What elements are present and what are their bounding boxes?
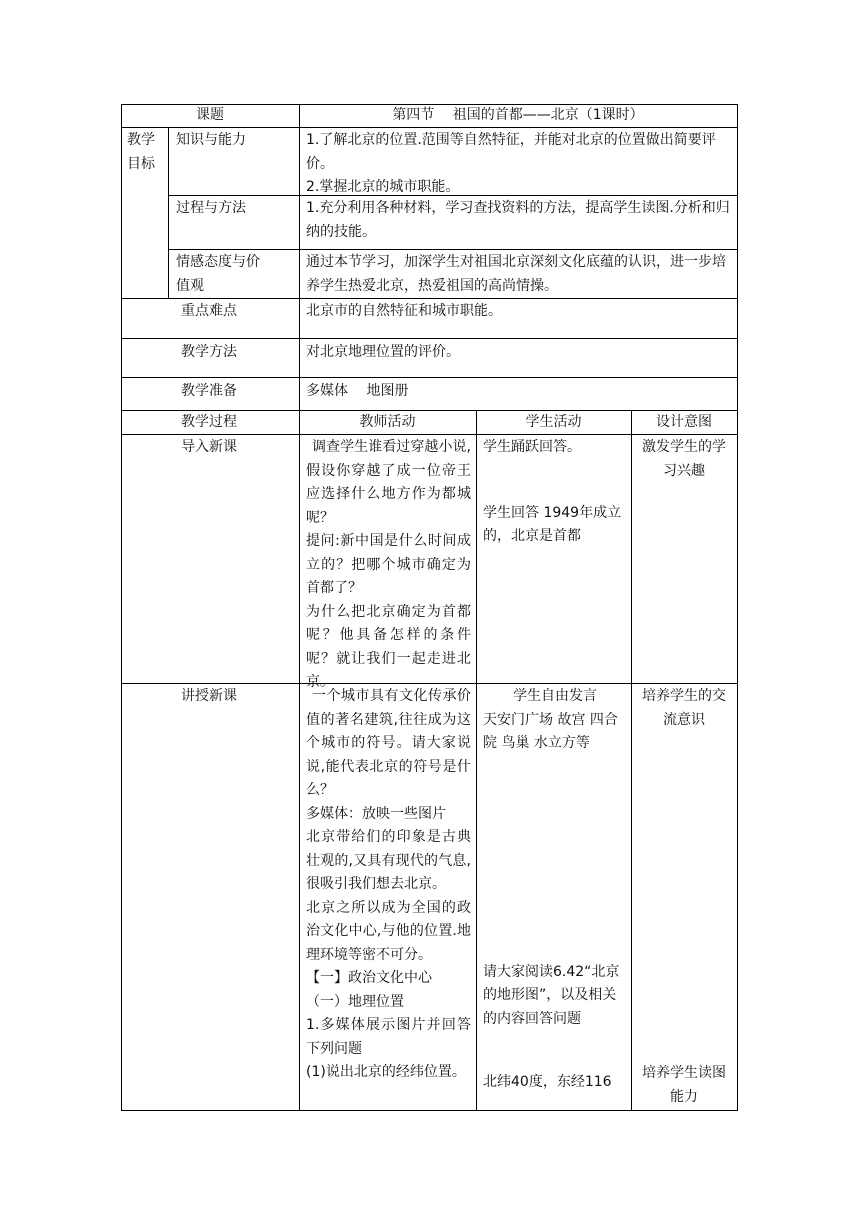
intro-student-activity — [483, 436, 627, 549]
objective-content-knowledge — [306, 129, 732, 200]
intent-paragraph: 培养学生读图能力 — [642, 1065, 726, 1105]
objective-content-process — [306, 197, 732, 244]
teacher-paragraph: 【一】政治文化中心 — [306, 970, 432, 986]
col-divider — [476, 410, 477, 1111]
teacher-paragraph: 北京之所以成为全国的政治文化中心,与他的位置.地理环境等密不可分。 — [306, 899, 471, 963]
table-right-border — [737, 104, 738, 1111]
col-divider — [168, 127, 169, 298]
new-teacher-activity — [306, 685, 471, 1085]
student-paragraph: 学生回答 1949年成立的，北京是首都 — [483, 504, 622, 544]
teacher-paragraph: 1.多媒体展示图片并回答下列问题 — [306, 1017, 471, 1057]
objective-line: 1.充分利用各种材料，学习查找资料的方法，提高学生读图.分析和归纳的技能。 — [306, 200, 730, 240]
objective-line: 2.掌握北京的城市职能。 — [306, 179, 460, 195]
preparation-label: 教学准备 — [181, 383, 237, 399]
student-paragraph: 学生踊跃回答。 — [483, 439, 581, 455]
col-divider — [299, 104, 300, 411]
header-label: 课题 — [196, 107, 224, 123]
process-col-intent: 设计意图 — [656, 414, 712, 430]
objective-line: 通过本节学习，加深学生对祖国北京深刻文化底蕴的认识，进一步培养学生热爱北京，热爱祖国的高尚情操。 — [306, 254, 726, 294]
student-paragraph: 天安门广场 故宫 四合院 鸟巢 水立方等 — [483, 711, 618, 751]
teacher-paragraph: 一个城市具有文化传承价值的著名建筑,往往成为这个城市的符号。请大家说说,能代表北京的符号是什么？ — [306, 688, 471, 798]
col-divider — [631, 410, 632, 1111]
student-paragraph: 北纬40度，东经116 — [483, 1074, 612, 1090]
objectives-label: 教学目标 — [127, 132, 155, 172]
student-paragraph: 请大家阅读6.42“北京的地形图”，以及相关的内容回答问题 — [483, 963, 620, 1027]
new-student-activity — [483, 685, 627, 1095]
intro-intent: 激发学生的学习兴趣 — [642, 439, 726, 479]
objective-content-emotion — [306, 251, 732, 298]
method-value: 对北京地理位置的评价。 — [306, 344, 460, 360]
intent-paragraph: 培养学生的交流意识 — [642, 688, 726, 728]
lesson-title: 第四节 祖国的首都——北京（1课时） — [392, 107, 644, 123]
table-bottom-border — [121, 1110, 738, 1111]
row-divider — [121, 298, 738, 299]
teacher-paragraph: 提问:新中国是什么时间成立的？把哪个城市确定为首都了？ — [306, 533, 471, 596]
preparation-value: 多媒体 地图册 — [306, 383, 409, 399]
objective-line: 1.了解北京的位置.范围等自然特征，并能对北京的位置做出简要评价。 — [306, 132, 716, 172]
teacher-paragraph: 调查学生谁看过穿越小说,假设你穿越了成一位帝王应选择什么地方作为都城呢？ — [306, 439, 471, 526]
row-divider — [168, 249, 738, 250]
objective-name-process: 过程与方法 — [176, 200, 246, 216]
process-col-student: 学生活动 — [525, 414, 582, 430]
col-divider — [299, 410, 300, 1111]
objective-name-emotion: 情感态度与价值观 — [176, 254, 260, 294]
row-divider — [121, 338, 738, 339]
key-points-value: 北京市的自然特征和城市职能。 — [306, 303, 502, 319]
intro-stage-label: 导入新课 — [181, 439, 237, 455]
teacher-paragraph: 为什么把北京确定为首都呢？他具备怎样的条件呢？就让我们一起走进北京。 — [306, 603, 471, 690]
process-col-teacher: 教师活动 — [359, 414, 416, 430]
method-label: 教学方法 — [181, 344, 237, 360]
row-divider — [121, 377, 738, 378]
intro-teacher-activity — [306, 436, 471, 695]
key-points-label: 重点难点 — [181, 303, 237, 319]
teacher-paragraph: 多媒体：放映一些图片 — [306, 805, 446, 822]
objective-name-knowledge: 知识与能力 — [176, 132, 246, 148]
teacher-paragraph: (1)说出北京的经纬位置。 — [306, 1064, 466, 1080]
new-stage-label: 讲授新课 — [181, 688, 237, 704]
teacher-paragraph: （一）地理位置 — [306, 993, 404, 1010]
table-left-border — [121, 104, 122, 1111]
teacher-paragraph: 北京带给们的印象是古典壮观的,又具有现代的气息,很吸引我们想去北京。 — [306, 829, 471, 892]
student-paragraph: 学生自由发言 — [513, 688, 597, 704]
new-intent — [641, 685, 727, 1109]
process-col-stage: 教学过程 — [181, 414, 237, 430]
